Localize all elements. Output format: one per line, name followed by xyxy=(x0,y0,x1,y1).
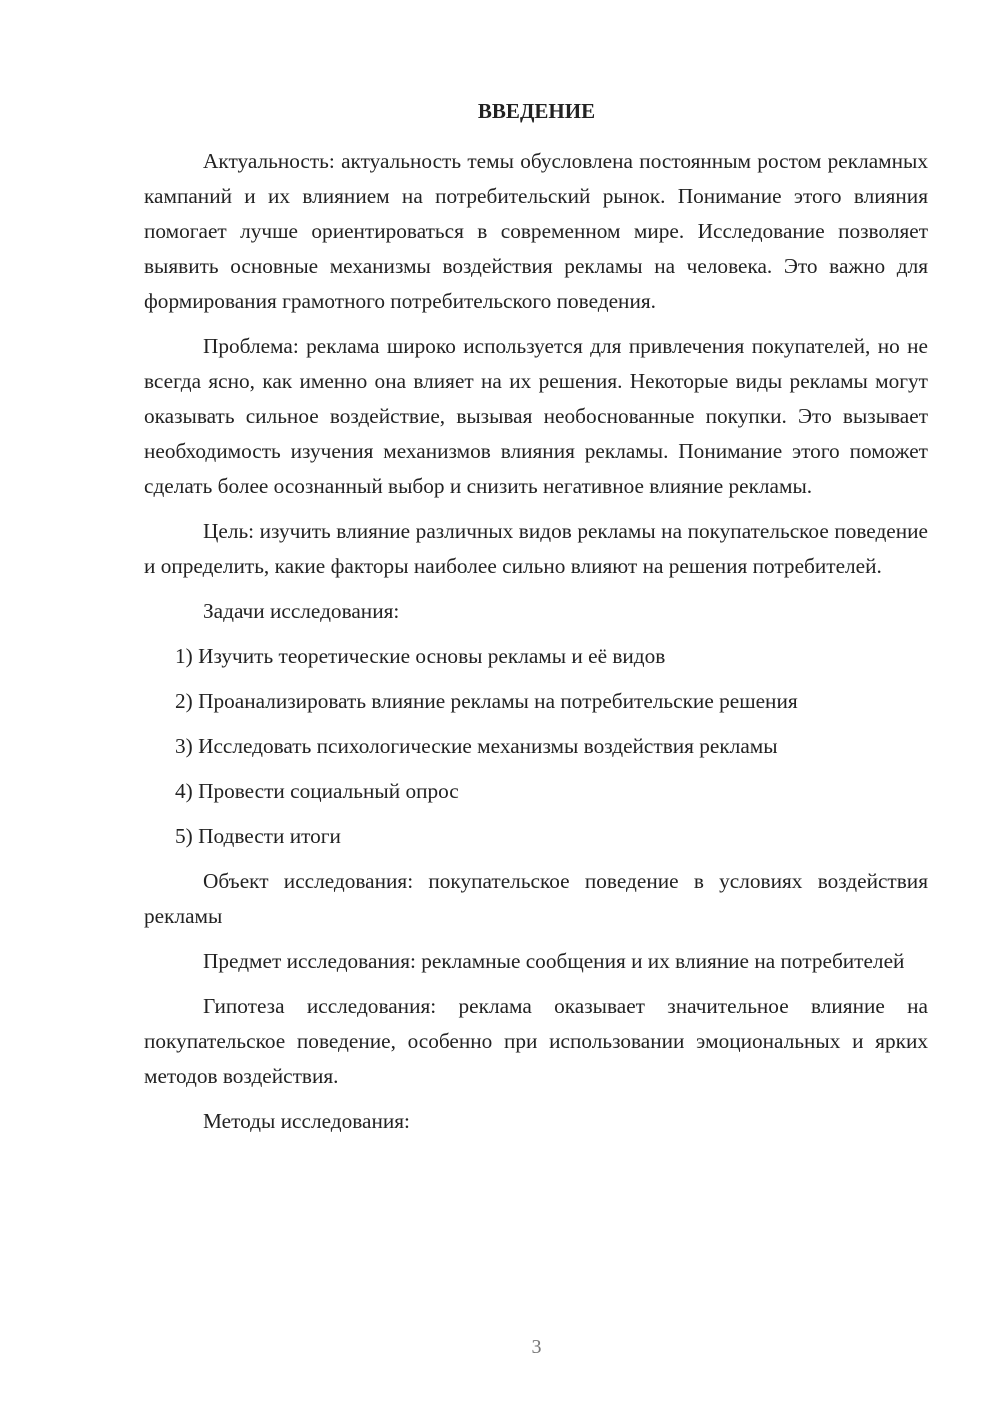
task-item: 3) Исследовать психологические механизмы воздействия рекламы xyxy=(175,734,778,758)
methods-heading: Методы исследования: xyxy=(203,1109,410,1133)
paragraph-subject: Предмет исследования: рекламные сообщения и их влияние на потребителей xyxy=(203,949,905,973)
body-text xyxy=(144,144,928,1149)
tasks-heading: Задачи исследования: xyxy=(203,599,400,623)
page-number: 3 xyxy=(531,1336,542,1358)
task-item: 2) Проанализировать влияние рекламы на потребительские решения xyxy=(175,689,798,713)
task-item: 4) Провести социальный опрос xyxy=(175,779,459,803)
task-item: 1) Изучить теоретические основы рекламы и её видов xyxy=(175,644,666,668)
paragraph-problem: Проблема: реклама широко используется для привлечения покупателей, но не всегда ясно, как именно она влияет на их решения. Некоторые виды рекламы могут оказывать сильное воздействие, вызывая необоснованные покупки. Это вызывает необходимость изучения механизмов влияния рекламы. Понимание этого поможет сделать более осознанный выбор и снизить негативное влияние рекламы. xyxy=(144,334,928,498)
task-item: 5) Подвести итоги xyxy=(175,824,341,848)
paragraph-relevance: Актуальность: актуальность темы обусловлена постоянным ростом рекламных кампаний и их влиянием на потребительский рынок. Понимание этого влияния помогает лучше ориентироваться в современном мире. Исследование позволяет выявить основные механизмы воздействия рекламы на человека. Это важно для формирования грамотного потребительского поведения. xyxy=(144,149,928,313)
paragraph-object: Объект исследования: покупательское поведение в условиях воздействия рекламы xyxy=(144,869,928,928)
paragraph-goal: Цель: изучить влияние различных видов рекламы на покупательское поведение и определить, какие факторы наиболее сильно влияют на решения потребителей. xyxy=(144,519,928,578)
paragraph-hypothesis: Гипотеза исследования: реклама оказывает значительное влияние на покупательское поведение, особенно при использовании эмоциональных и ярких методов воздействия. xyxy=(144,994,928,1088)
page-title: ВВЕДЕНИЕ xyxy=(477,99,596,123)
